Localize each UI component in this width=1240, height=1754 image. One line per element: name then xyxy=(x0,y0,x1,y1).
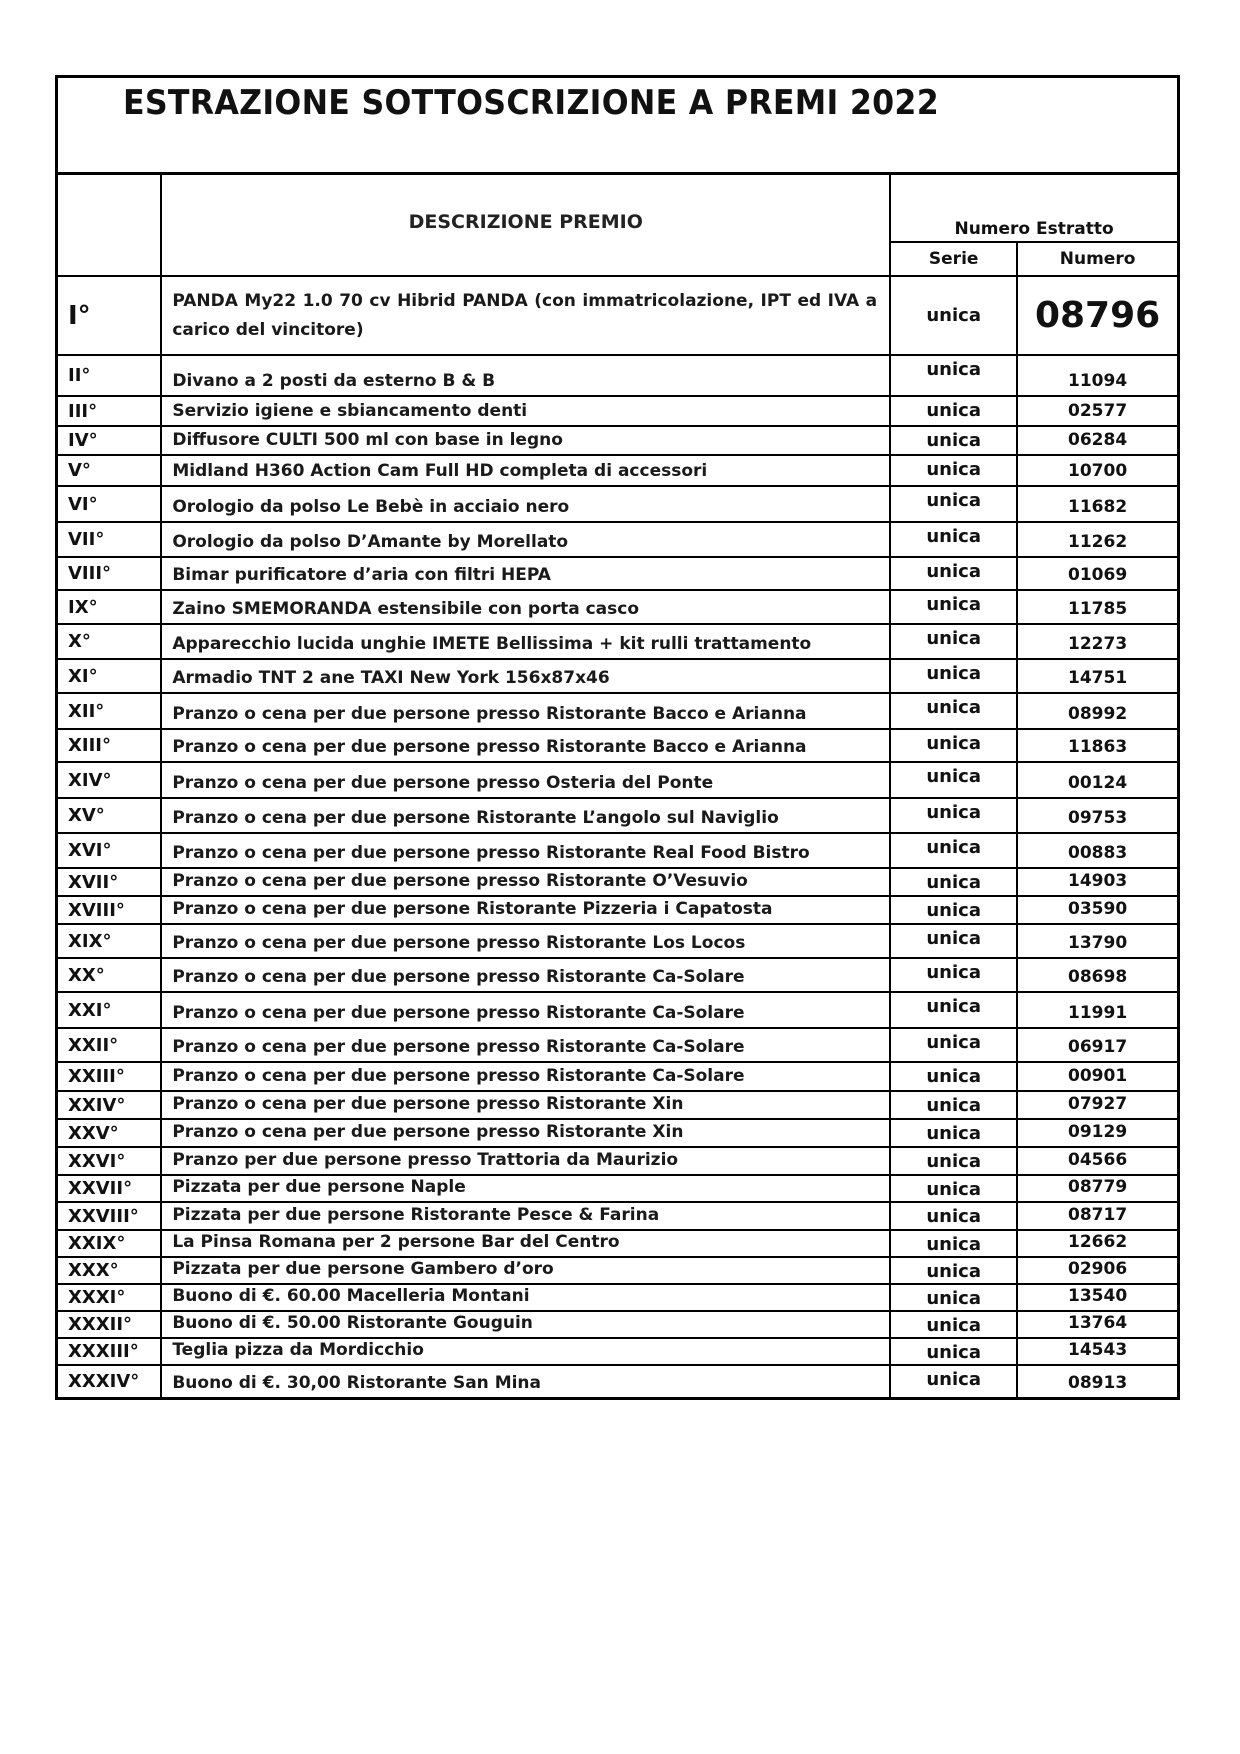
prize-rank: XXV° xyxy=(57,1119,162,1147)
table-row xyxy=(57,1365,1179,1398)
prize-serie: unica xyxy=(890,798,1017,833)
prize-rank: XXIV° xyxy=(57,1091,162,1119)
prize-description: Midland H360 Action Cam Full HD completa di accessori xyxy=(161,455,890,486)
prize-serie: unica xyxy=(890,1311,1017,1338)
prize-table xyxy=(55,172,1180,1400)
prize-rank: XXVII° xyxy=(57,1175,162,1202)
table-row xyxy=(57,798,1179,833)
prize-serie: unica xyxy=(890,1365,1017,1398)
prize-rank: XVI° xyxy=(57,833,162,868)
prize-serie: unica xyxy=(890,624,1017,659)
prize-description: Servizio igiene e sbiancamento denti xyxy=(161,396,890,426)
prize-number: 02577 xyxy=(1017,396,1178,426)
prize-serie: unica xyxy=(890,1062,1017,1091)
prize-number: 12273 xyxy=(1017,624,1178,659)
prize-description: Buono di €. 50.00 Ristorante Gouguin xyxy=(161,1311,890,1338)
prize-number: 11262 xyxy=(1017,522,1178,557)
prize-number: 00883 xyxy=(1017,833,1178,868)
page-title: ESTRAZIONE SOTTOSCRIZIONE A PREMI 2022 xyxy=(123,83,939,123)
prize-number: 04566 xyxy=(1017,1147,1178,1175)
prize-serie: unica xyxy=(890,1147,1017,1175)
prize-number: 14903 xyxy=(1017,868,1178,896)
prize-serie: unica xyxy=(890,693,1017,729)
prize-serie: unica xyxy=(890,426,1017,455)
prize-number: 08913 xyxy=(1017,1365,1178,1398)
prize-serie: unica xyxy=(890,924,1017,958)
prize-rank: IV° xyxy=(57,426,162,455)
prize-rank: X° xyxy=(57,624,162,659)
prize-description: Pizzata per due persone Naple xyxy=(161,1175,890,1202)
prize-serie: unica xyxy=(890,896,1017,924)
prize-description: Zaino SMEMORANDA estensibile con porta casco xyxy=(161,590,890,624)
prize-description: PANDA My22 1.0 70 cv Hibrid PANDA (con immatricolazione, IPT ed IVA a carico del vincitore) xyxy=(161,276,890,355)
table-row xyxy=(57,729,1179,762)
prize-serie: unica xyxy=(890,659,1017,693)
prize-number: 03590 xyxy=(1017,896,1178,924)
prize-serie: unica xyxy=(890,958,1017,992)
prize-number: 11785 xyxy=(1017,590,1178,624)
prize-serie: unica xyxy=(890,1175,1017,1202)
prize-serie: unica xyxy=(890,1338,1017,1365)
prize-sheet xyxy=(55,75,1180,1400)
prize-serie: unica xyxy=(890,557,1017,590)
prize-description: Pranzo o cena per due persone presso Ristorante Bacco e Arianna xyxy=(161,693,890,729)
prize-description: Pizzata per due persone Gambero d’oro xyxy=(161,1257,890,1284)
prize-rank: XXVI° xyxy=(57,1147,162,1175)
prize-number: 02906 xyxy=(1017,1257,1178,1284)
prize-rank: XVII° xyxy=(57,868,162,896)
prize-number: 13764 xyxy=(1017,1311,1178,1338)
prize-description: Pranzo o cena per due persone presso Ristorante Xin xyxy=(161,1091,890,1119)
prize-serie: unica xyxy=(890,396,1017,426)
prize-description: Orologio da polso Le Bebè in acciaio nero xyxy=(161,486,890,522)
prize-number: 06284 xyxy=(1017,426,1178,455)
prize-rank: XXI° xyxy=(57,992,162,1028)
table-row xyxy=(57,1147,1179,1175)
prize-serie: unica xyxy=(890,992,1017,1028)
prize-number: 11094 xyxy=(1017,355,1178,396)
serie-header: Serie xyxy=(890,242,1017,276)
prize-rank: XV° xyxy=(57,798,162,833)
prize-description: Pranzo o cena per due persone presso Ristorante Ca-Solare xyxy=(161,992,890,1028)
prize-number: 14751 xyxy=(1017,659,1178,693)
prize-serie: unica xyxy=(890,522,1017,557)
table-row xyxy=(57,1062,1179,1091)
table-row xyxy=(57,426,1179,455)
table-row xyxy=(57,924,1179,958)
prize-description: Pranzo o cena per due persone presso Osteria del Ponte xyxy=(161,762,890,798)
prize-serie: unica xyxy=(890,1284,1017,1311)
prize-description: Pranzo per due persone presso Trattoria da Maurizio xyxy=(161,1147,890,1175)
prize-serie: unica xyxy=(890,868,1017,896)
prize-description: Buono di €. 30,00 Ristorante San Mina xyxy=(161,1365,890,1398)
table-row xyxy=(57,958,1179,992)
prize-serie: unica xyxy=(890,833,1017,868)
prize-serie: unica xyxy=(890,486,1017,522)
prize-serie: unica xyxy=(890,1119,1017,1147)
rank-header xyxy=(57,174,162,277)
prize-description: Pranzo o cena per due persone Ristorante Pizzeria i Capatosta xyxy=(161,896,890,924)
prize-rank: VI° xyxy=(57,486,162,522)
prize-number: 06917 xyxy=(1017,1028,1178,1062)
prize-number: 08698 xyxy=(1017,958,1178,992)
table-row xyxy=(57,396,1179,426)
prize-rank: IX° xyxy=(57,590,162,624)
prize-rank: XIV° xyxy=(57,762,162,798)
prize-description: Orologio da polso D’Amante by Morellato xyxy=(161,522,890,557)
table-row xyxy=(57,659,1179,693)
table-row xyxy=(57,355,1179,396)
description-header: DESCRIZIONE PREMIO xyxy=(161,174,890,277)
prize-number: 08992 xyxy=(1017,693,1178,729)
prize-rank: XIX° xyxy=(57,924,162,958)
table-row xyxy=(57,992,1179,1028)
prize-rank: XXX° xyxy=(57,1257,162,1284)
table-row xyxy=(57,1028,1179,1062)
prize-description: Diffusore CULTI 500 ml con base in legno xyxy=(161,426,890,455)
table-row xyxy=(57,762,1179,798)
drawn-number-header: Numero Estratto xyxy=(890,174,1178,243)
prize-serie: unica xyxy=(890,1028,1017,1062)
table-row xyxy=(57,486,1179,522)
table-row xyxy=(57,1175,1179,1202)
prize-description: Apparecchio lucida unghie IMETE Bellissima + kit rulli trattamento xyxy=(161,624,890,659)
table-row xyxy=(57,693,1179,729)
prize-rank: XI° xyxy=(57,659,162,693)
prize-description: Pizzata per due persone Ristorante Pesce & Farina xyxy=(161,1202,890,1230)
prize-rank: III° xyxy=(57,396,162,426)
prize-rank: XXXIV° xyxy=(57,1365,162,1398)
prize-serie: unica xyxy=(890,729,1017,762)
table-row xyxy=(57,896,1179,924)
prize-serie: unica xyxy=(890,762,1017,798)
prize-description: Teglia pizza da Mordicchio xyxy=(161,1338,890,1365)
prize-rank: II° xyxy=(57,355,162,396)
table-row xyxy=(57,1257,1179,1284)
prize-rank: XX° xyxy=(57,958,162,992)
prize-serie: unica xyxy=(890,1257,1017,1284)
table-row xyxy=(57,1091,1179,1119)
prize-number: 00901 xyxy=(1017,1062,1178,1091)
table-row xyxy=(57,1202,1179,1230)
prize-description: Pranzo o cena per due persone presso Ristorante Bacco e Arianna xyxy=(161,729,890,762)
table-row xyxy=(57,1311,1179,1338)
prize-number: 13790 xyxy=(1017,924,1178,958)
table-row xyxy=(57,1230,1179,1257)
prize-description: Pranzo o cena per due persone Ristorante L’angolo sul Naviglio xyxy=(161,798,890,833)
table-row xyxy=(57,1338,1179,1365)
prize-rank: XIII° xyxy=(57,729,162,762)
table-row xyxy=(57,1284,1179,1311)
prize-serie: unica xyxy=(890,455,1017,486)
prize-number: 11863 xyxy=(1017,729,1178,762)
prize-description: Armadio TNT 2 ane TAXI New York 156x87x46 xyxy=(161,659,890,693)
title-box xyxy=(55,75,1180,172)
prize-description: Pranzo o cena per due persone presso Ristorante Ca-Solare xyxy=(161,958,890,992)
prize-description: Pranzo o cena per due persone presso Ristorante Los Locos xyxy=(161,924,890,958)
table-row xyxy=(57,455,1179,486)
prize-number: 13540 xyxy=(1017,1284,1178,1311)
prize-number: 08779 xyxy=(1017,1175,1178,1202)
prize-number: 09129 xyxy=(1017,1119,1178,1147)
prize-description: Buono di €. 60.00 Macelleria Montani xyxy=(161,1284,890,1311)
prize-number: 11991 xyxy=(1017,992,1178,1028)
prize-number: 10700 xyxy=(1017,455,1178,486)
prize-description: Bimar purificatore d’aria con filtri HEPA xyxy=(161,557,890,590)
table-row xyxy=(57,276,1179,355)
prize-description: La Pinsa Romana per 2 persone Bar del Centro xyxy=(161,1230,890,1257)
prize-number: 08717 xyxy=(1017,1202,1178,1230)
prize-rank: XXXIII° xyxy=(57,1338,162,1365)
table-row xyxy=(57,522,1179,557)
prize-rank: XXXI° xyxy=(57,1284,162,1311)
table-row xyxy=(57,833,1179,868)
prize-number: 14543 xyxy=(1017,1338,1178,1365)
prize-rank: XXVIII° xyxy=(57,1202,162,1230)
prize-rank: XVIII° xyxy=(57,896,162,924)
prize-description: Divano a 2 posti da esterno B & B xyxy=(161,355,890,396)
prize-serie: unica xyxy=(890,355,1017,396)
prize-serie: unica xyxy=(890,276,1017,355)
table-row xyxy=(57,1119,1179,1147)
numero-header: Numero xyxy=(1017,242,1178,276)
prize-rank: V° xyxy=(57,455,162,486)
prize-description: Pranzo o cena per due persone presso Ristorante Ca-Solare xyxy=(161,1028,890,1062)
table-row xyxy=(57,624,1179,659)
prize-serie: unica xyxy=(890,590,1017,624)
prize-rank: XXIX° xyxy=(57,1230,162,1257)
prize-description: Pranzo o cena per due persone presso Ristorante Real Food Bistro xyxy=(161,833,890,868)
prize-rank: VII° xyxy=(57,522,162,557)
prize-number: 01069 xyxy=(1017,557,1178,590)
prize-rows xyxy=(57,276,1179,1398)
prize-serie: unica xyxy=(890,1091,1017,1119)
prize-rank: XXIII° xyxy=(57,1062,162,1091)
prize-number: 08796 xyxy=(1017,276,1178,355)
prize-serie: unica xyxy=(890,1202,1017,1230)
prize-rank: XXXII° xyxy=(57,1311,162,1338)
prize-serie: unica xyxy=(890,1230,1017,1257)
prize-number: 07927 xyxy=(1017,1091,1178,1119)
prize-number: 09753 xyxy=(1017,798,1178,833)
prize-rank: XII° xyxy=(57,693,162,729)
table-row xyxy=(57,590,1179,624)
table-row xyxy=(57,868,1179,896)
prize-rank: XXII° xyxy=(57,1028,162,1062)
prize-number: 12662 xyxy=(1017,1230,1178,1257)
table-row xyxy=(57,557,1179,590)
prize-description: Pranzo o cena per due persone presso Ristorante Ca-Solare xyxy=(161,1062,890,1091)
prize-rank: VIII° xyxy=(57,557,162,590)
prize-rank: I° xyxy=(57,276,162,355)
prize-number: 00124 xyxy=(1017,762,1178,798)
prize-number: 11682 xyxy=(1017,486,1178,522)
prize-description: Pranzo o cena per due persone presso Ristorante Xin xyxy=(161,1119,890,1147)
prize-description: Pranzo o cena per due persone presso Ristorante O’Vesuvio xyxy=(161,868,890,896)
